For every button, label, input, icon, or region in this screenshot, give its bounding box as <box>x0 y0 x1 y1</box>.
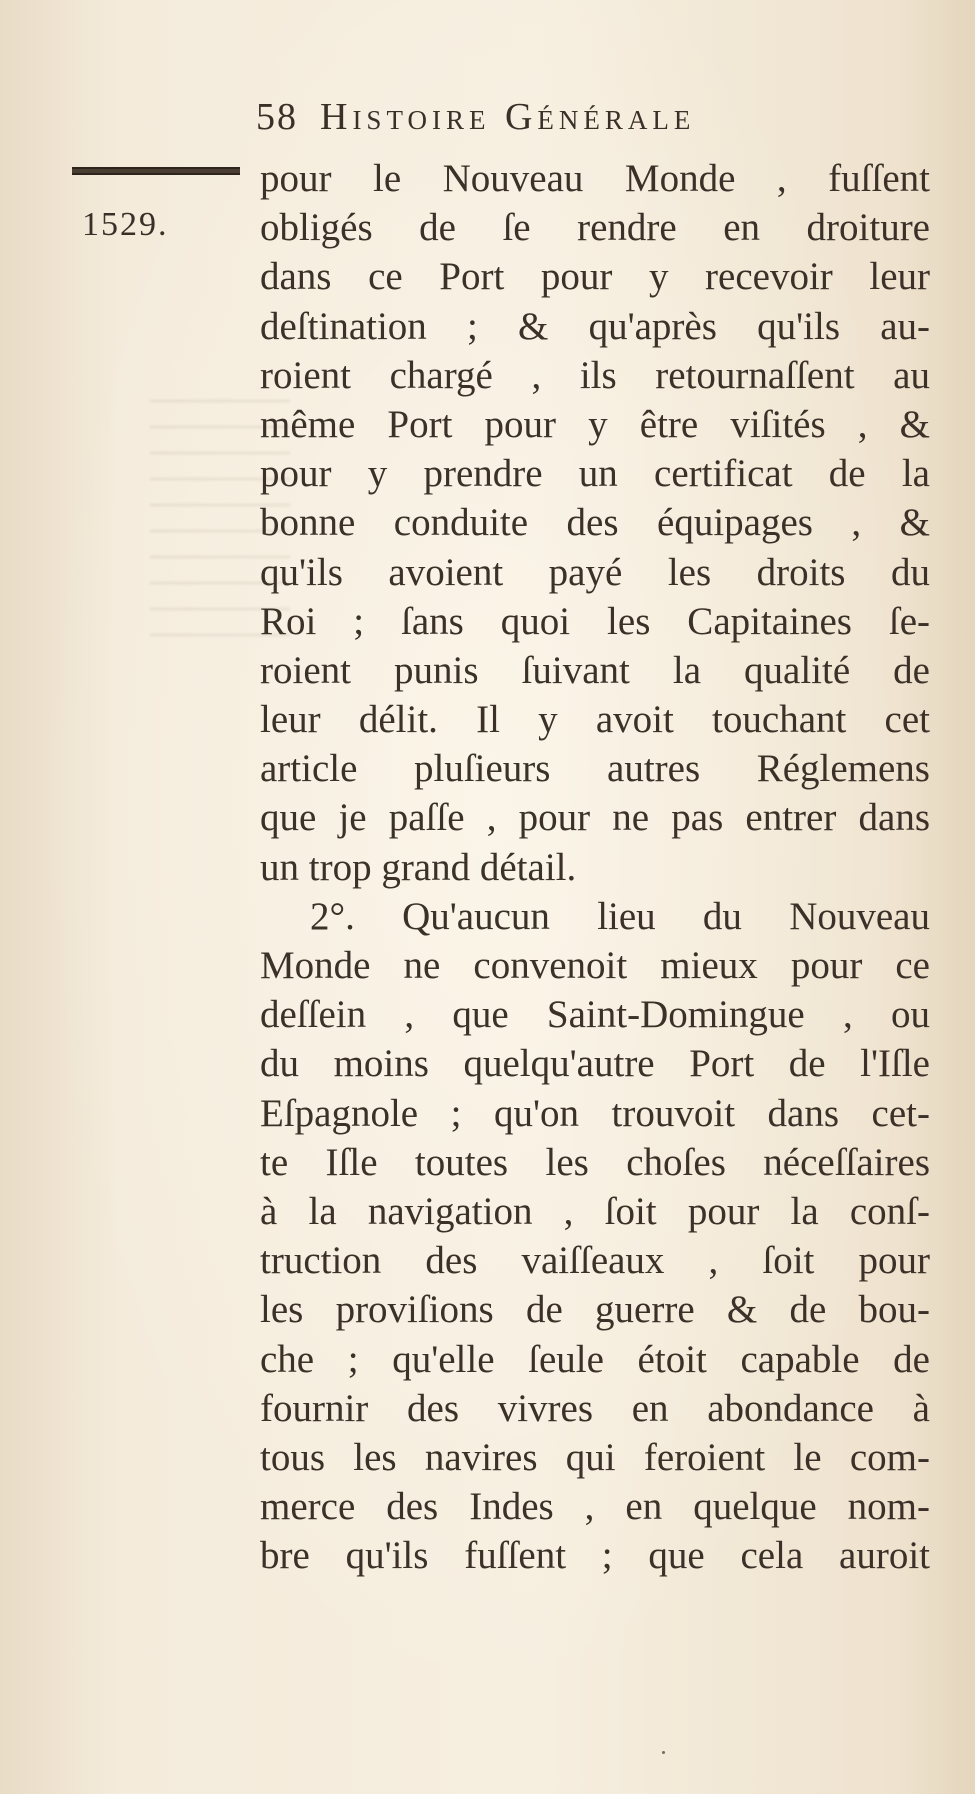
running-title: Histoire Générale <box>320 96 696 138</box>
text-line: che ; qu'elle ſeule étoit capable de <box>260 1337 930 1381</box>
page-speck <box>662 1751 665 1754</box>
text-line: roient punis ſuivant la qualité de <box>260 648 930 692</box>
text-line: qu'ils avoient payé les droits du <box>260 550 930 594</box>
text-line: que je paſſe , pour ne pas entrer dans <box>260 796 930 840</box>
text-line: deſſein , que Saint-Domingue , ou <box>260 993 930 1037</box>
text-line: du moins quelqu'autre Port de l'Iſle <box>260 1042 930 1086</box>
text-line: Monde ne convenoit mieux pour ce <box>260 944 930 987</box>
text-line: leur délit. Il y avoit touchant cet <box>260 698 930 742</box>
text-line: Eſpagnole ; qu'on trouvoit dans cet- <box>260 1091 930 1135</box>
text-line: un trop grand détail. <box>260 845 577 889</box>
text-line: Roi ; ſans quoi les Capitaines ſe- <box>260 599 930 643</box>
text-line: truction des vaiſſeaux , ſoit pour <box>260 1239 930 1283</box>
text-line: bonne conduite des équipages , & <box>260 501 930 545</box>
text-line: pour le Nouveau Monde , fuſſent <box>260 157 930 200</box>
text-line: tous les navires qui feroient le com- <box>260 1435 930 1479</box>
text-line: bre qu'ils fuſſent ; que cela auroit <box>260 1534 930 1578</box>
text-line: pour y prendre un certificat de la <box>260 452 930 496</box>
text-line: deſtination ; & qu'après qu'ils au- <box>260 304 930 348</box>
text-line: fournir des vivres en abondance à <box>260 1386 930 1430</box>
running-header <box>256 92 936 142</box>
text-line: dans ce Port pour y recevoir leur <box>260 255 930 299</box>
text-line: roient chargé , ils retournaſſent au <box>260 353 930 397</box>
text-line: te Iſle toutes les choſes néceſſaires <box>260 1140 930 1184</box>
text-line: à la navigation , ſoit pour la conſ- <box>260 1189 930 1233</box>
page-number: 58 <box>256 96 298 138</box>
margin-rule <box>72 167 240 175</box>
text-line: merce des Indes , en quelque nom- <box>260 1485 930 1529</box>
text-line: les proviſions de guerre & de bou- <box>260 1288 930 1332</box>
margin-year: 1529. <box>82 206 169 243</box>
body-text <box>260 154 930 1580</box>
text-line: 2°. Qu'aucun lieu du Nouveau <box>310 894 930 938</box>
text-line: même Port pour y être viſités , & <box>260 402 930 446</box>
text-line: obligés de ſe rendre en droiture <box>260 206 930 250</box>
text-line: article pluſieurs autres Réglemens <box>260 747 930 791</box>
